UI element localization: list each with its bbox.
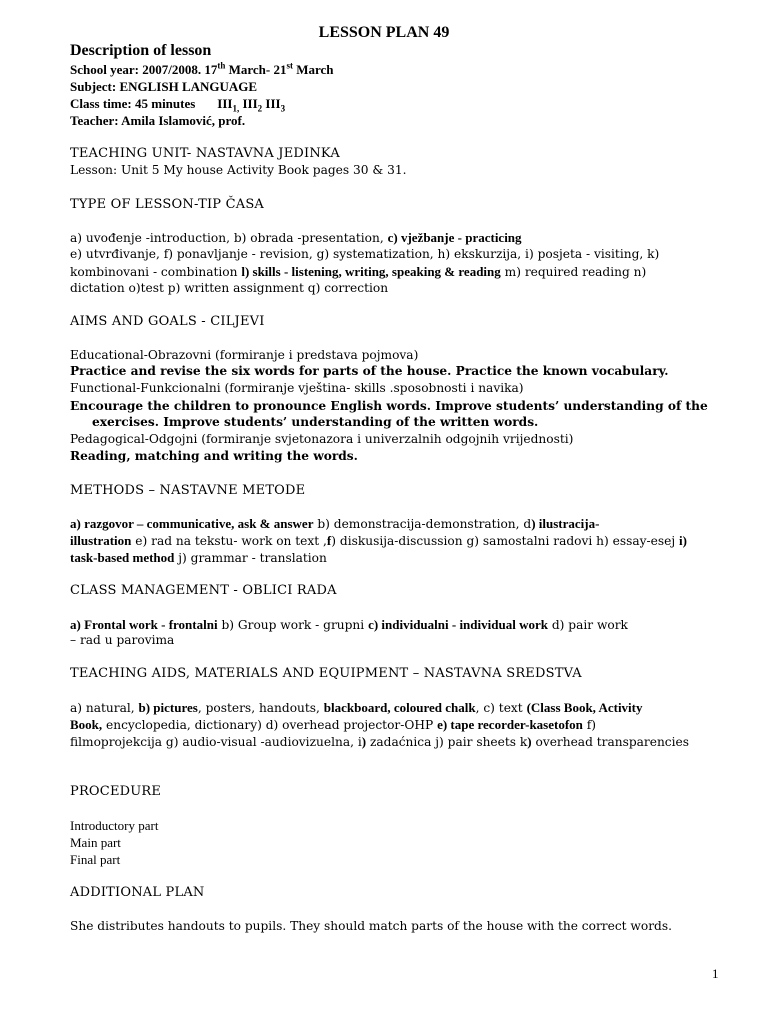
teaching-aids-heading: TEACHING AIDS, MATERIALS AND EQUIPMENT – NASTAVNA SREDSTVA	[70, 666, 582, 681]
cm-text-1d: d) pair work	[547, 618, 628, 632]
subject-line: Subject: ENGLISH LANGUAGE	[70, 79, 258, 94]
class-management-line-1	[70, 617, 628, 633]
school-year-sup-st: st	[286, 60, 293, 71]
aids-text-2d: f)	[582, 718, 597, 732]
aids-text-3e: overhead transparencies	[531, 735, 689, 749]
methods-text-2c: f	[326, 533, 332, 548]
aims-line-1: Educational-Obrazovni (formiranje i predstava pojmova)	[70, 348, 419, 362]
teacher-line: Teacher: Amila Islamović, prof.	[70, 113, 246, 128]
type-of-lesson-heading: TYPE OF LESSON-TIP ČASA	[70, 197, 265, 212]
methods-line-2	[70, 533, 687, 549]
aids-text-3a: filmoprojekcija g) audio-visual -audiovizuelna, i	[70, 735, 362, 749]
class-sub-3: 3	[280, 103, 286, 114]
cm-text-1b: b) Group work - grupni	[217, 618, 369, 632]
aids-text-2a: Book,	[70, 717, 103, 732]
class-time-text: Class time: 45 minutes	[70, 96, 196, 111]
aims-line-7: Reading, matching and writing the words.	[70, 449, 358, 463]
type-of-lesson-line-1	[70, 230, 522, 246]
methods-text-3a: task-based method	[70, 550, 175, 565]
aims-line-3: Functional-Funkcionalni (formiranje vještina- skills .sposobnosti i navika)	[70, 381, 524, 395]
class-management-line-2: – rad u parovima	[70, 633, 175, 647]
aims-heading: AIMS AND GOALS - CILJEVI	[70, 314, 265, 329]
class-text-3: III	[262, 96, 281, 111]
aids-text-2c: e) tape recorder-kasetofon	[437, 717, 583, 732]
methods-text-2d: ) diskusija-discussion g) samostalni radovi h) essay-esej	[331, 534, 679, 548]
methods-text-2a: illustration	[70, 533, 132, 548]
methods-text-1c: ) ilustracija-	[531, 516, 600, 531]
additional-plan-heading: ADDITIONAL PLAN	[70, 885, 205, 900]
teaching-unit-heading: TEACHING UNIT- NASTAVNA JEDINKA	[70, 146, 340, 161]
type-text-1a: a) uvođenje -introduction, b) obrada -presentation,	[70, 231, 388, 245]
aids-text-3d: )	[527, 734, 532, 749]
school-year-sup-th: th	[217, 60, 226, 71]
aids-text-1d: blackboard, coloured chalk	[323, 700, 476, 715]
aims-line-4: Encourage the children to pronounce English words. Improve students’ understanding of the	[70, 399, 708, 413]
school-year-text-3: March	[292, 62, 334, 77]
teaching-unit-lesson: Lesson: Unit 5 My house Activity Book pages 30 & 31.	[70, 163, 407, 177]
type-text-3c: m) required reading n)	[500, 265, 647, 279]
methods-text-2e: i)	[678, 533, 687, 548]
methods-text-1a: a) razgovor – communicative, ask & answer	[70, 516, 314, 531]
class-management-heading: CLASS MANAGEMENT - OBLICI RADA	[70, 583, 337, 598]
methods-heading: METHODS – NASTAVNE METODE	[70, 483, 306, 498]
type-of-lesson-line-2: e) utvrđivanje, f) ponavljanje - revision, g) systematization, h) ekskurzija, i) posjeta - visiting, k)	[70, 247, 660, 261]
procedure-heading: PROCEDURE	[70, 784, 162, 799]
school-year-text-2: March- 21	[225, 62, 287, 77]
aids-text-1b: b) pictures	[138, 700, 198, 715]
type-text-3b: l) skills - listening, writing, speaking & reading	[241, 264, 501, 279]
aims-line-2: Practice and revise the six words for parts of the house. Practice the known vocabulary.	[70, 364, 669, 378]
class-text-2: III	[239, 96, 258, 111]
aids-text-1c: , posters, handouts,	[197, 701, 324, 715]
procedure-item-main: Main part	[70, 835, 121, 850]
methods-line-3	[70, 550, 327, 566]
type-of-lesson-line-4: dictation o)test p) written assignment q) correction	[70, 281, 389, 295]
aims-line-5: exercises. Improve students’ understanding of the written words.	[92, 415, 539, 429]
methods-text-3b: j) grammar - translation	[174, 551, 327, 565]
class-text-1: III	[217, 96, 233, 111]
aids-text-2b: encyclopedia, dictionary) d) overhead projector-OHP	[102, 718, 438, 732]
aids-text-3c: zadaćnica j) pair sheets k	[366, 735, 528, 749]
additional-plan-text: She distributes handouts to pupils. They should match parts of the house with the correct words.	[70, 919, 672, 933]
methods-text-1b: b) demonstracija-demonstration, d	[313, 517, 532, 531]
teaching-aids-line-2	[70, 717, 596, 733]
cm-text-1a: a) Frontal work - frontalni	[70, 617, 218, 632]
class-sub-1: 1,	[232, 103, 240, 114]
page-title: LESSON PLAN 49	[318, 24, 450, 41]
school-year-line	[70, 62, 334, 77]
description-heading: Description of lesson	[70, 42, 212, 59]
methods-line-1	[70, 516, 599, 532]
school-year-text: School year: 2007/2008. 17	[70, 62, 218, 77]
procedure-item-introductory: Introductory part	[70, 818, 159, 833]
aids-text-1a: a) natural,	[70, 701, 139, 715]
cm-text-1c: c) individualni - individual work	[368, 617, 548, 632]
class-time-line	[70, 96, 286, 114]
type-text-3a: kombinovani - combination	[70, 265, 242, 279]
teaching-aids-line-1	[70, 700, 643, 716]
type-text-1b: c) vježbanje - practicing	[387, 230, 522, 245]
aids-text-3b: )	[361, 734, 367, 749]
page-number: 1	[712, 966, 719, 981]
type-of-lesson-line-3	[70, 264, 646, 280]
procedure-item-final: Final part	[70, 852, 121, 867]
methods-text-2b: e) rad na tekstu- work on text ,	[131, 534, 327, 548]
aims-line-6: Pedagogical-Odgojni (formiranje svjetonazora i univerzalnih odgojnih vrijednosti)	[70, 432, 574, 446]
aids-text-1f: (Class Book, Activity	[526, 700, 643, 715]
class-sub-2: 2	[257, 103, 263, 114]
teaching-aids-line-3	[70, 734, 689, 750]
aids-text-1e: , c) text	[475, 701, 527, 715]
